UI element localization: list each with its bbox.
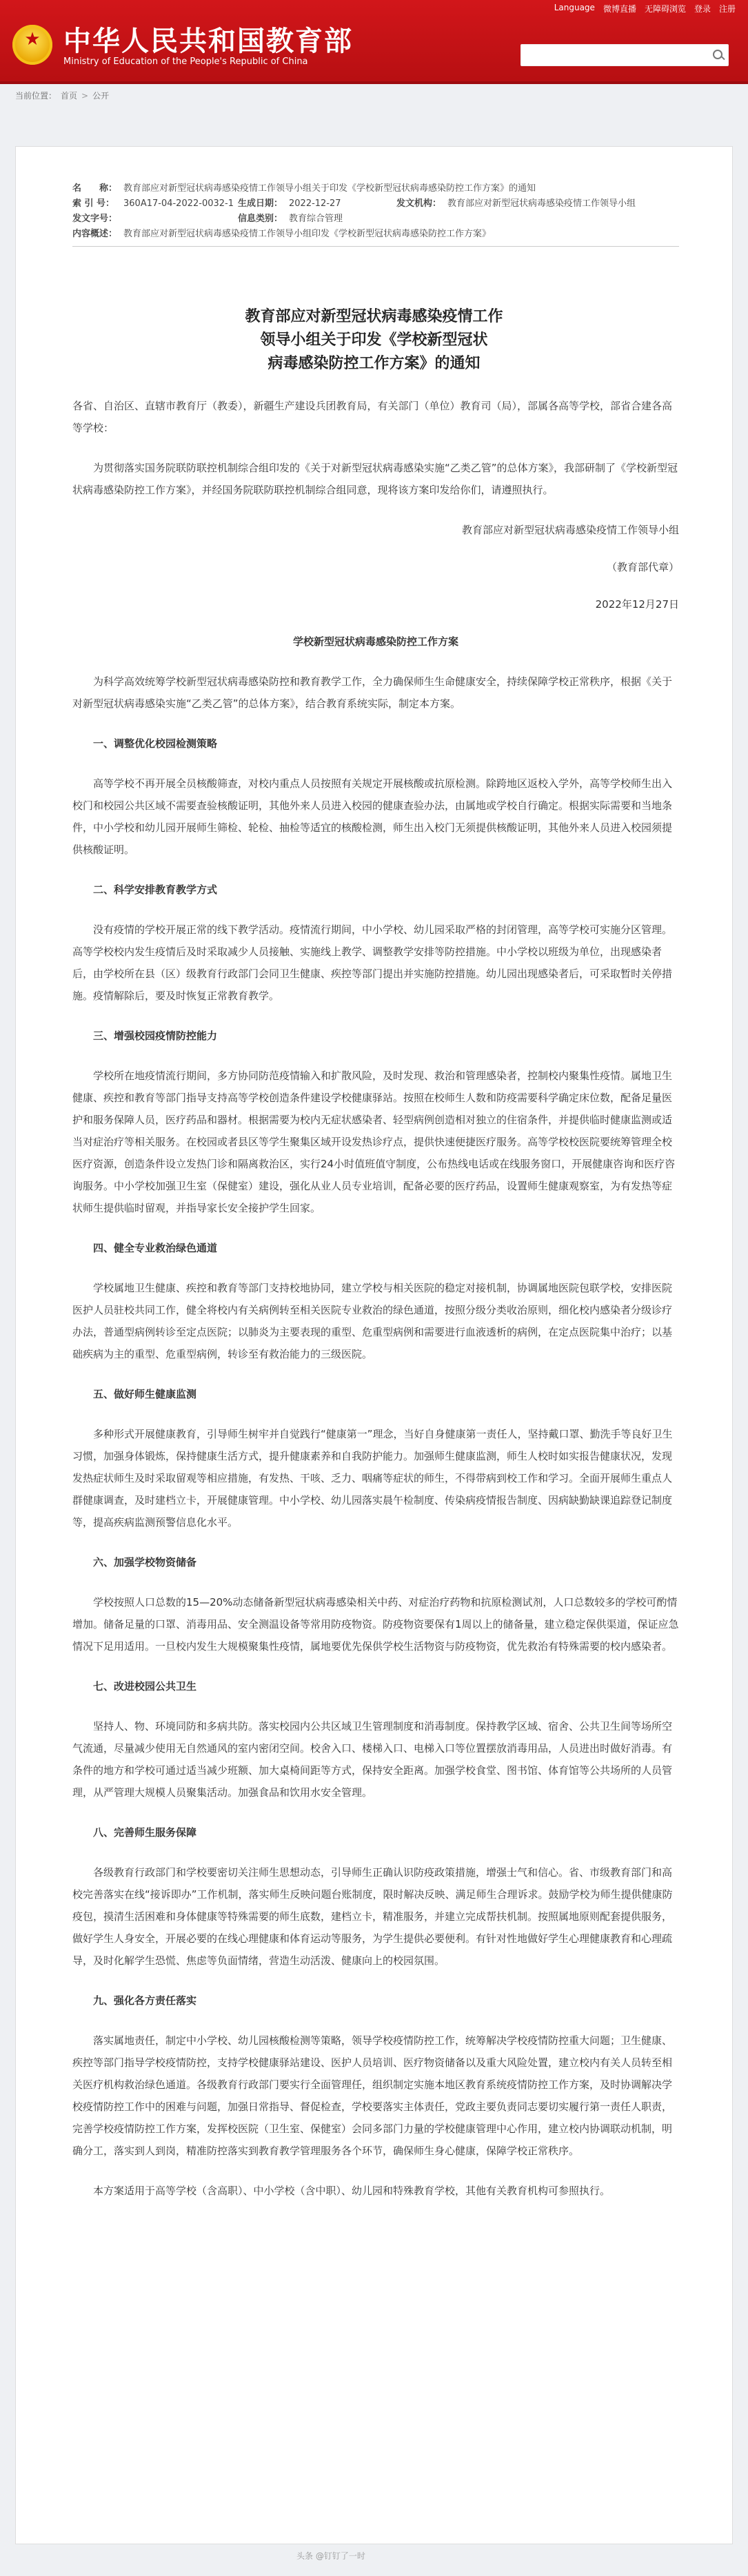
meta-summary-value: 教育部应对新型冠状病毒感染疫情工作领导小组印发《学校新型冠状病毒感染防控工作方案》	[123, 229, 492, 239]
section-text: 各级教育行政部门和学校要密切关注师生思想动态，引导师生正确认识防疫政策措施，增强士气和信心。省、市级教育部门和高校完善落实在线“接诉即办”工作机制，落实师生反映问题台账制度，限时解决反映、满足师生合理诉求。鼓励学校为师生提供健康防疫包，摸清生活困难和身体健康等特殊需要的师生底数，建档立卡，精准服务，并建立完成帮扶机制。按照属地原则配套提供服务，做好学生人身安全，开展必要的在线心理健康和体育运动等服务，为学生提供必要便利。有针对性地做好学生心理健康教育和心理疏导，及时化解学生恐慌、焦虑等负面情绪，营造生动活泼、健康向上的校园氛围。	[72, 1866, 673, 1967]
section-heading: 九、强化各方责任落实	[93, 1994, 197, 2007]
section-heading: 八、完善师生服务保障	[93, 1826, 197, 1839]
section-text: 学校按照人口总数的15—20%动态储备新型冠状病毒感染相关中药、对症治疗药物和抗原检测试剂，人口总数较多的学校可酌情增加。储备足量的口罩、消毒用品、安全测温设备等常用防疫物资。防疫物资要保有1周以上的储备量，建立稳定保供渠道，保证应急情况下足用适用。一旦校内发生大规模聚集性疫情，属地要优先保供学校生活物资与防疫物资，优先救治有特殊需要的校内感染者。	[72, 1596, 679, 1653]
weibo-link[interactable]: 微博直播	[603, 4, 636, 14]
search-input[interactable]	[521, 45, 707, 65]
title-line: 领导小组关于印发《学校新型冠状	[260, 331, 488, 349]
document-meta	[72, 181, 679, 247]
site-header	[0, 0, 748, 84]
plan-title: 学校新型冠状病毒感染防控工作方案	[292, 635, 458, 648]
section-heading: 四、健全专业救治绿色通道	[93, 1242, 218, 1254]
section-text: 落实属地责任，制定中小学校、幼儿园核酸检测等策略，领导学校疫情防控工作，统筹解决学校疫情防控重大问题；卫生健康、疾控等部门指导学校疫情防控，支持学校健康驿站建设、医护人员培训、医疗物资储备以及重大风险处置，建立校内有关人员转至相关医疗机构救治绿色通道。各级教育行政部门要实行全面管理任，组织制定实施本地区教育系统疫情防控工作方案，及时协调解决学校疫情防控工作中的困难与问题，加强日常指导、督促检查，学校要落实主体责任，党政主要负责同志要切实履行第一责任人职责，完善学校疫情防控工作方案，发挥校医院（卫生室、保健室）会同多部门力量的学校健康管理中心作用，建立校内协调联动机制，明确分工，落实到人到岗，精准防控落实到教育教学管理服务各个环节，确保师生身心健康，保障学校正常秩序。	[72, 2034, 673, 2157]
search-box	[520, 44, 729, 66]
language-link[interactable]: Language	[554, 3, 595, 12]
intro-paragraph: 为贯彻落实国务院联防联控机制综合组印发的《关于对新型冠状病毒感染实施“乙类乙管”的总体方案》，我部研制了《学校新型冠状病毒感染防控工作方案》，并经国务院联防联控机制综合组同意，现将该方案印发给你们，请遵照执行。	[72, 462, 678, 496]
section-text: 学校所在地疫情流行期间，多方协同防范疫情输入和扩散风险，及时发现、救治和管理感染者，控制校内聚集性疫情。属地卫生健康、疾控和教育等部门指导支持高等学校创造条件建设学校健康驿站。按照在校师生人数和防疫需要科学确定床位数，配备足量医护和服务保障人员，医疗药品和器材。根据需要为校内无症状感染者、轻型病例创造相对独立的住宿条件，并提供临时健康监测或适当对症治疗等相关服务。在校园或者县区等学生聚集区域开设发热诊疗点，提供快速便捷医疗服务。高等学校校医院要统筹管理全校医疗资源，创造条件设立发热门诊和隔离救治区，实行24小时值班值守制度，公布热线电话或在线服务窗口，开展健康咨询和医疗咨询服务。中小学校加强卫生室（保健室）建设，强化从业人员专业培训，配备必要的医疗药品，设置师生健康观察室，为有发热等症状师生提供临时留观，并指导家长安全接护学生回家。	[72, 1070, 676, 1214]
title-line: 教育部应对新型冠状病毒感染疫情工作	[245, 308, 503, 325]
sign-date: 2022年12月27日	[595, 598, 679, 611]
meta-publisher-value: 教育部应对新型冠状病毒感染疫情工作领导小组	[447, 198, 636, 209]
meta-category-key: 信息类别：	[238, 214, 283, 224]
section-text: 高等学校不再开展全员核酸筛查，对校内重点人员按照有关规定开展核酸或抗原检测。除跨地区返校入学外，高等学校师生出入校门和校园公共区域不需要查验核酸证明，其他外来人员进入校园的健康查验办法，由属地或学校自行确定。根据实际需要和当地条件，中小学校和幼儿园开展师生筛检、轮检、抽检等适宜的核酸检测，师生出入校门无须提供核酸证明，其他外来人员进入校园须提供核酸证明。	[72, 777, 673, 856]
addressee: 各省、自治区、直辖市教育厅（教委），新疆生产建设兵团教育局，有关部门（单位）教育司（局），部属各高等学校，部省合建各高等学校：	[72, 400, 673, 434]
section-text: 坚持人、物、环境同防和多病共防。落实校园内公共区域卫生管理制度和消毒制度。保持教学区域、宿舍、公共卫生间等场所空气流通，尽量减少使用无自然通风的室内密闭空间。校舍入口、楼梯入口、电梯入口等位置摆放消毒用品，人员进出时做好消毒。有条件的地方和学校可通过适当减少班额、加大桌椅间距等方式，保持安全距离。加强学校食堂、图书馆、体育馆等公共场所的人员管理，从严管理大规模人员聚集活动。加强食品和饮用水安全管理。	[72, 1720, 673, 1799]
site-title	[63, 26, 353, 68]
section-text: 多种形式开展健康教育，引导师生树牢并自觉践行“健康第一”理念，当好自身健康第一责任人，坚持戴口罩、勤洗手等良好卫生习惯，加强身体锻炼，保持健康生活方式，提升健康素养和自我防护能力。加强师生健康监测，师生人校时如实报告健康状况，发现发热症状师生及时采取留观等相应措施，有发热、干咳、乏力、咽痛等症状的师生，不得带病到校工作和学习。全面开展师生重点人群健康调查，及时建档立卡，开展健康管理。中小学校、幼儿园落实晨午检制度、传染病疫情报告制度、因病缺勤缺课追踪登记制度等，提高疾病监测预警信息化水平。	[72, 1428, 673, 1529]
section-heading: 一、调整优化校园检测策略	[93, 737, 218, 750]
closing-paragraph: 本方案适用于高等学校（含高职）、中小学校（含中职）、幼儿园和特殊教育学校，其他有关教育机构可参照执行。	[93, 2185, 611, 2197]
site-title-en: Ministry of Education of the People's Republic of China	[63, 57, 308, 67]
document-panel	[15, 146, 733, 2544]
section-heading: 五、做好师生健康监测	[93, 1388, 197, 1400]
section-text: 没有疫情的学校开展正常的线下教学活动。疫情流行期间，中小学校、幼儿园采取严格的封闭管理，高等学校可实施分区管理。高等学校校内发生疫情后及时采取减少人员接触、实施线上教学、调整教学安排等防控措施。中小学校以班级为单位，出现感染者后，由学校所在县（区）级教育行政部门会同卫生健康、疾控等部门提出并实施防控措施。幼儿园出现感染者后，可采取暂时关停措施。疫情解除后，要及时恢复正常教育教学。	[72, 923, 673, 1002]
breadcrumb-home[interactable]: 首页	[61, 91, 78, 101]
meta-docno-key: 发文字号：	[72, 214, 118, 224]
site-title-cn: 中华人民共和国教育部	[63, 25, 353, 57]
search-icon[interactable]	[707, 45, 728, 65]
watermark-text: 头条 @钉钉了一时	[296, 2551, 365, 2561]
accessibility-link[interactable]: 无障碍浏览	[644, 4, 686, 14]
meta-publisher-key: 发文机构：	[396, 198, 442, 209]
section-heading: 六、加强学校物资储备	[93, 1556, 197, 1568]
meta-name-key: 名 称：	[72, 183, 118, 194]
title-line: 病毒感染防控工作方案》的通知	[267, 355, 481, 372]
section-heading: 二、科学安排教育教学方式	[93, 883, 218, 896]
sign-seal: （教育部代章）	[606, 561, 679, 573]
meta-date-value: 2022-12-27	[289, 198, 341, 209]
section-text: 学校属地卫生健康、疾控和教育等部门支持校地协同，建立学校与相关医院的稳定对接机制，协调属地医院包联学校，安排医院医护人员驻校共同工作，健全将校内有关病例转至相关医院专业救治的绿色通道，按照分级分类收治原则，细化校内感染者分级诊疗办法，普通型病例转诊至定点医院；以肺炎为主要表现的重型、危重型病例和需要进行血液透析的病例，在定点医院集中治疗；以基础疾病为主的重型、危重型病例，转诊至有救治能力的三级医院。	[72, 1282, 673, 1360]
meta-docno-value	[123, 212, 238, 227]
breadcrumb-prefix: 当前位置：	[15, 91, 57, 101]
document-body	[72, 395, 679, 2220]
register-link[interactable]: 注册	[718, 4, 736, 14]
meta-summary-key: 内容概述：	[72, 229, 118, 239]
meta-index-key: 索 引 号：	[72, 198, 115, 209]
login-link[interactable]: 登录	[694, 4, 711, 14]
section-heading: 七、改进校园公共卫生	[93, 1680, 197, 1693]
meta-name-value: 教育部应对新型冠状病毒感染疫情工作领导小组关于印发《学校新型冠状病毒感染防控工作方案》的通知	[123, 183, 536, 194]
meta-category-value: 教育综合管理	[289, 214, 343, 224]
plan-intro: 为科学高效统筹学校新型冠状病毒感染防控和教育教学工作，全力确保师生生命健康安全，持续保障学校正常秩序，根据《关于对新型冠状病毒感染实施“乙类乙管”的总体方案》，结合教育系统实际，制定本方案。	[72, 675, 673, 710]
breadcrumb-separator: >	[81, 91, 89, 101]
meta-index-value: 360A17-04-2022-0032-1	[123, 198, 234, 209]
meta-divider	[72, 246, 679, 247]
top-links	[554, 3, 736, 14]
breadcrumb	[0, 84, 748, 108]
meta-date-key: 生成日期：	[238, 198, 283, 209]
document-title	[16, 305, 732, 376]
breadcrumb-current[interactable]: 公开	[92, 91, 110, 101]
national-emblem-icon	[12, 25, 52, 65]
sign-org: 教育部应对新型冠状病毒感染疫情工作领导小组	[461, 524, 679, 536]
section-heading: 三、增强校园疫情防控能力	[93, 1030, 218, 1042]
